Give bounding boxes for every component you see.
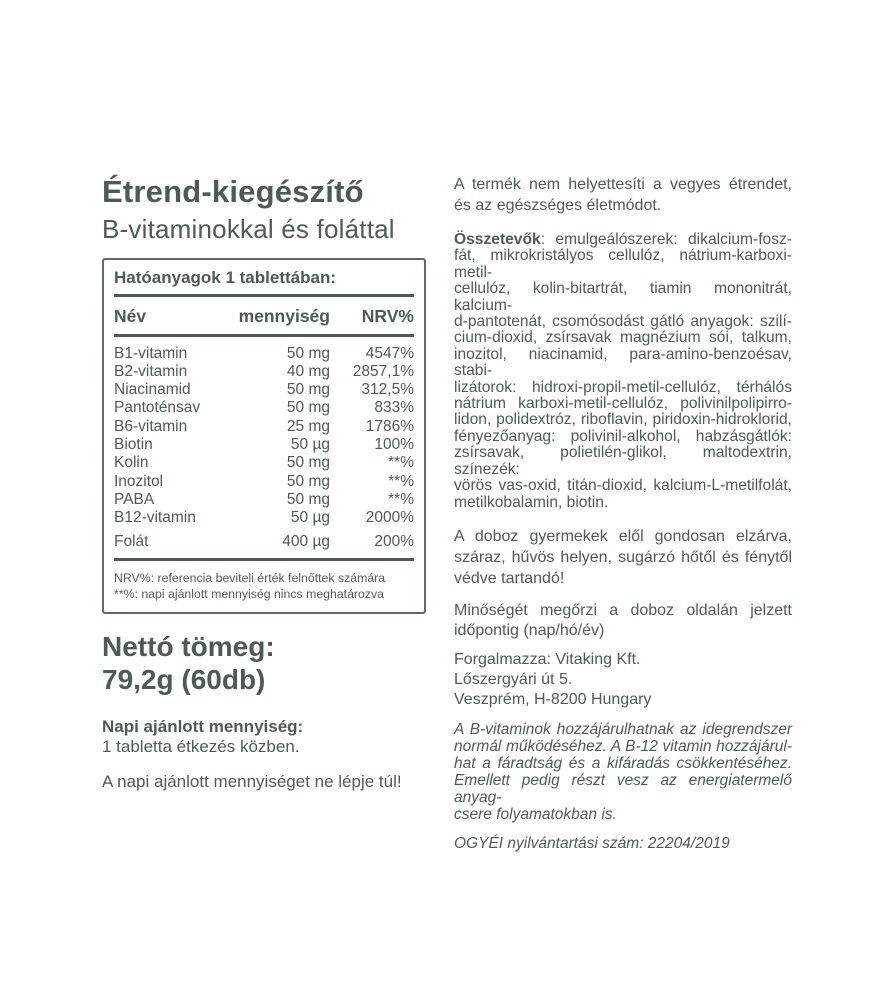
table-footnote: **%: napi ajánlott mennyiség nincs meghatározva <box>114 586 385 601</box>
product-title: Étrend-kiegészítő <box>102 174 364 209</box>
text-line: Forgalmazza: Vitaking Kft. <box>454 650 641 668</box>
text-line: Veszprém, H-8200 Hungary <box>454 690 652 708</box>
text-line: vörös vas-oxid, titán-dioxid, kalcium-L-metilfolát, <box>454 477 792 495</box>
table-row: B1-vitamin 50 mg 4547% <box>114 344 414 362</box>
text-line: metilkobalamin, biotin. <box>454 493 609 511</box>
quality-paragraph <box>454 601 792 642</box>
table-row: B6-vitamin 25 mg 1786% <box>114 417 414 435</box>
table-header <box>114 297 414 336</box>
footnote-divider <box>114 558 414 561</box>
registration-number: OGYÉI nyilvántartási szám: 22204/2019 <box>454 834 730 852</box>
text-line: lidon, polidextróz, riboflavin, piridoxin-hidroklorid, <box>454 411 792 429</box>
table-row: Niacinamid 50 mg 312,5% <box>114 381 414 399</box>
table-caption: Hatóanyagok 1 tablettában: <box>114 267 336 287</box>
column-header-name: Név <box>114 297 239 336</box>
table-row: PABA 50 mg **% <box>114 490 414 508</box>
text-line: nátrium karboxi-metil-cellulóz, polivinilpolipirro- <box>454 395 792 413</box>
net-weight-label: Nettó tömeg: <box>102 630 275 662</box>
table-row: B2-vitamin 40 mg 2857,1% <box>114 362 414 380</box>
text-line: Emellett pedig részt vesz az energiatermelő anyag- <box>454 771 792 806</box>
text-line: védve tartandó! <box>454 569 565 587</box>
text-line: Lőszergyári út 5. <box>454 670 573 688</box>
ingredients-first-line-rest: : emulgeálószerek: dikalcium-fosz- <box>540 231 792 248</box>
ingredients-first-line <box>454 232 792 248</box>
text-line: zsírsavak, polietilén-glikol, maltodextrin, színezék: <box>454 444 792 478</box>
active-ingredients-box <box>102 258 426 614</box>
text-line: fát, mikrokristályos cellulóz, nátrium-karboxi-metil- <box>454 247 792 281</box>
daily-dose-heading: Napi ajánlott mennyiség: <box>102 717 304 736</box>
table-row: Pantoténsav 50 mg 833% <box>114 399 414 417</box>
text-line: száraz, hűvös helyen, sugárzó hőtől és fénytől <box>454 548 792 566</box>
text-line: időpontig (nap/hó/év) <box>454 622 605 640</box>
column-header-amount: mennyiség <box>239 297 330 336</box>
text-line: inozitol, niacinamid, para-amino-benzoésav, stabi- <box>454 345 792 380</box>
text-line: hat a fáradtság és a kifáradás csökkentéséhez. <box>454 754 792 772</box>
daily-dose-text: 1 tabletta étkezés közben. <box>102 737 300 756</box>
net-weight-value: 79,2g (60db) <box>102 664 266 696</box>
table-row: B12-vitamin 50 µg 2000% <box>114 509 414 527</box>
disclaimer-paragraph <box>454 175 792 216</box>
text-line: A termék nem helyettesíti a vegyes étrendet, <box>454 176 792 193</box>
distributor-paragraph <box>454 650 792 710</box>
text-line: normál működéséhez. A B-12 vitamin hozzájárul- <box>454 737 792 755</box>
text-line: cium-dioxid, zsírsavak magnézium sói, talkum, <box>454 329 792 347</box>
text-line: csere folyamatokban is. <box>454 805 617 823</box>
left-column <box>102 176 428 792</box>
ingredients-label: Összetevők <box>454 231 541 248</box>
text-line: cellulóz, kolin-bitartrát, tiamin mononitrát, kalcium- <box>454 280 792 314</box>
text-line: d-pantotenát, csomósodást gátló anyagok: szilí- <box>454 313 792 331</box>
overdose-warning: A napi ajánlott mennyiséget ne lépje túl! <box>102 772 402 791</box>
ingredients-paragraph <box>454 232 792 511</box>
table-row: Folát 400 µg 200% <box>114 532 414 550</box>
table-body <box>114 335 414 551</box>
table-footnote: NRV%: referencia beviteli érték felnőttek számára <box>114 570 386 585</box>
product-subtitle: B-vitaminokkal és foláttal <box>102 213 395 244</box>
text-line: A doboz gyermekek elől gondosan elzárva, <box>454 527 792 545</box>
table-row: Inozitol 50 mg **% <box>114 472 414 490</box>
ingredients-lines <box>454 248 792 511</box>
text-line: és az egészséges életmódot. <box>454 196 662 214</box>
storage-paragraph <box>454 526 792 589</box>
text-line: Minőségét megőrzi a doboz oldalán jelzett <box>454 601 792 619</box>
column-header-nrv: NRV% <box>330 297 414 336</box>
active-ingredients-table <box>114 297 414 551</box>
text-line: A B-vitaminok hozzájárulhatnak az idegrendszer <box>454 720 792 738</box>
text-line: lizátorok: hidroxi-propil-metil-cellulóz, térhálós <box>454 378 792 396</box>
table-footnotes <box>114 570 414 602</box>
table-row: Biotin 50 µg 100% <box>114 436 414 454</box>
text-line: fényezőanyag: polivinil-alkohol, habzásgátlók: <box>454 427 792 445</box>
table-row: Kolin 50 mg **% <box>114 454 414 472</box>
net-weight <box>102 630 428 697</box>
claims-paragraph <box>454 721 792 823</box>
right-column <box>454 175 792 853</box>
